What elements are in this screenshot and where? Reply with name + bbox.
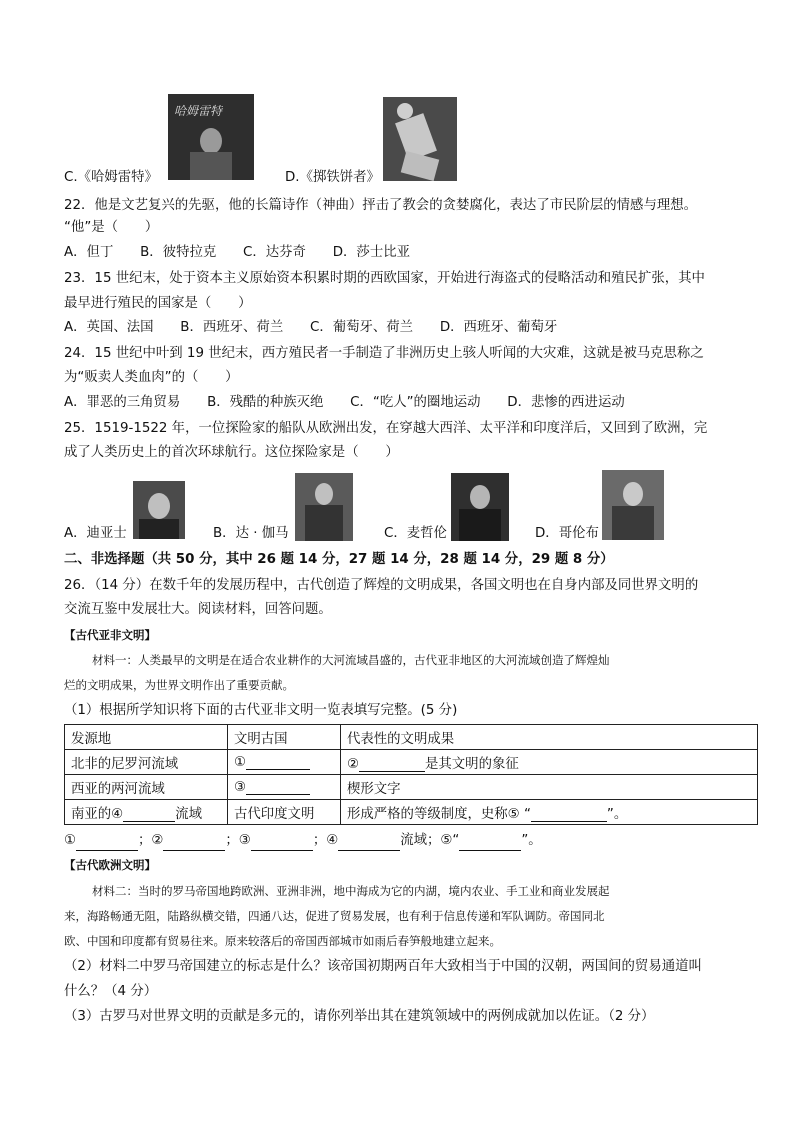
q21-option-c: C.《哈姆雷特》: [64, 170, 158, 185]
discobolus-image: [383, 97, 457, 181]
table-cell: 南亚的④ 流域: [65, 800, 228, 825]
q25-option-c: C．麦哲伦: [384, 526, 447, 541]
table-cell: ①: [228, 750, 341, 775]
q23-options: A．英国、法国 B．西班牙、荷兰 C．葡萄牙、荷兰 D．西班牙、葡萄牙: [64, 320, 558, 335]
material-2-line-3: 欧、中国和印度都有贸易往来。原来较落后的帝国西部城市如雨后春笋般地建立起来。: [64, 934, 501, 948]
table-header-row: [65, 725, 758, 750]
q24-stem-2: 为“贩卖人类血肉”的（ ）: [64, 370, 239, 385]
q22-stem-2: “他”是（ ）: [64, 220, 159, 235]
table-header-cell: 代表性的文明成果: [341, 725, 758, 750]
q26-sub-2-line-2: 什么？（4 分）: [64, 984, 158, 999]
q26-stem-1: 26．（14 分）在数千年的发展历程中，古代创造了辉煌的文明成果，各国文明也在自身内部及同世界文明的: [64, 578, 699, 593]
q26-answer-line: ① ；② ；③ ；④ 流域；⑤“ ”。: [64, 831, 542, 851]
q25-option-b: B．达 · 伽马: [213, 526, 289, 541]
q25-option-a: A．迪亚士: [64, 526, 127, 541]
table-cell: 西亚的两河流域: [65, 775, 228, 800]
material-2-line-1: 材料二：当时的罗马帝国地跨欧洲、亚洲非洲，地中海成为它的内湖，境内农业、手工业和商业发展起: [92, 884, 610, 898]
table-cell: 形成严格的等级制度，史称⑤ “ ”。: [341, 800, 758, 825]
table-header-cell: 发源地: [65, 725, 228, 750]
hamlet-image-title: 哈姆雷特: [174, 104, 223, 118]
q23-stem-1: 23．15 世纪末，处于资本主义原始资本积累时期的西欧国家，开始进行海盗式的侵略活动和殖民扩张，其中: [64, 271, 705, 286]
q26-sub-3: （3）古罗马对世界文明的贡献是多元的，请你列举出其在建筑领域中的两例成就加以佐证。（2 分）: [64, 1009, 655, 1024]
hamlet-image: [168, 94, 254, 180]
material-1-line-1: 材料一：人类最早的文明是在适合农业耕作的大河流域昌盛的，古代亚非地区的大河流域创造了辉煌灿: [92, 653, 610, 667]
table-cell: 北非的尼罗河流域: [65, 750, 228, 775]
q21-option-d: D.《掷铁饼者》: [285, 170, 380, 185]
magellan-portrait: [451, 473, 509, 541]
table-row: [65, 775, 758, 800]
q25-option-d: D．哥伦布: [535, 526, 599, 541]
civilization-table: [64, 724, 758, 825]
table-cell: 楔形文字: [341, 775, 758, 800]
dias-portrait: [133, 481, 185, 539]
q26-sub-1: （1）根据所学知识将下面的古代亚非文明一览表填写完整。(5 分): [64, 703, 458, 718]
q26-sub-2-line-1: （2）材料二中罗马帝国建立的标志是什么？该帝国初期两百年大致相当于中国的汉朝，两国间的贸易通道叫: [64, 959, 702, 974]
q23-stem-2: 最早进行殖民的国家是（ ）: [64, 296, 252, 311]
table-row: [65, 750, 758, 775]
q26-stem-2: 交流互鉴中发展壮大。阅读材料，回答问题。: [64, 602, 332, 617]
subsection-europe: 【古代欧洲文明】: [64, 858, 156, 872]
q25-stem-2: 成了人类历史上的首次环球航行。这位探险家是（ ）: [64, 445, 399, 460]
table-cell: ② 是其文明的象征: [341, 750, 758, 775]
material-1-line-2: 烂的文明成果，为世界文明作出了重要贡献。: [64, 678, 294, 692]
table-header-cell: 文明古国: [228, 725, 341, 750]
q22-stem-1: 22．他是文艺复兴的先驱，他的长篇诗作（神曲）抨击了教会的贪婪腐化，表达了市民阶层的情感与理想。: [64, 198, 698, 213]
columbus-portrait: [602, 470, 664, 540]
table-cell: 古代印度文明: [228, 800, 341, 825]
subsection-asia-africa: 【古代亚非文明】: [64, 628, 156, 642]
q25-stem-1: 25．1519-1522 年，一位探险家的船队从欧洲出发，在穿越大西洋、太平洋和印度洋后，又回到了欧洲，完: [64, 421, 708, 436]
q24-stem-1: 24．15 世纪中叶到 19 世纪末，西方殖民者一手制造了非洲历史上骇人听闻的大灾难，这就是被马克思称之: [64, 346, 704, 361]
da-gama-portrait: [295, 473, 353, 541]
q22-options: A．但丁 B．彼特拉克 C．达芬奇 D．莎士比亚: [64, 245, 410, 260]
table-cell: ③: [228, 775, 341, 800]
q24-options: A．罪恶的三角贸易 B．残酷的种族灭绝 C．“吃人”的圈地运动 D．悲惨的西进运动: [64, 395, 625, 410]
section-2-title: 二、非选择题（共 50 分，其中 26 题 14 分，27 题 14 分，28 题 14 分，29 题 8 分）: [64, 552, 614, 567]
material-2-line-2: 来，海路畅通无阻，陆路纵横交错，四通八达，促进了贸易发展，也有利于信息传递和军队调防。帝国同北: [64, 909, 605, 923]
table-row: [65, 800, 758, 825]
